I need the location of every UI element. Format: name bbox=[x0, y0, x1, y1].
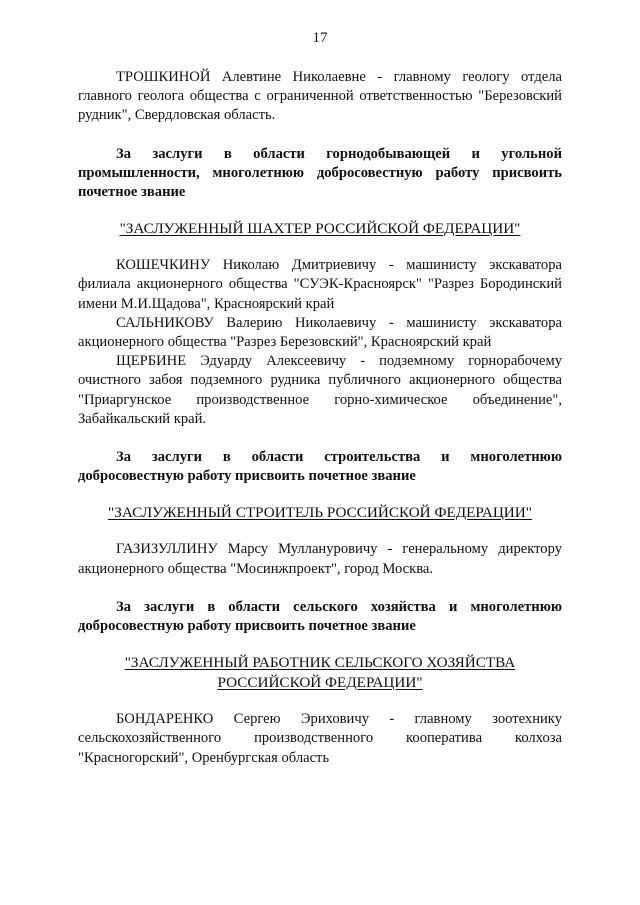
document-body bbox=[78, 68, 562, 768]
honorary-title-builder: "ЗАСЛУЖЕННЫЙ СТРОИТЕЛЬ РОССИЙСКОЙ ФЕДЕРАЦИИ" bbox=[108, 504, 532, 522]
award-paragraph: БОНДАРЕНКО Сергею Эриховичу - главному зоотехнику сельскохозяйственного производственного кооператива колхоза "Красногорский", Оренбургская область bbox=[78, 711, 562, 766]
section-heading-agriculture: За заслуги в области сельского хозяйства и многолетнюю добросовестную работу присвоить почетное звание bbox=[78, 598, 562, 635]
award-paragraph: ЩЕРБИНЕ Эдуарду Алексеевичу - подземному горнорабочему очистного забоя подземного рудника публичного акционерного общества "Приаргунское производственное горно-химическое объединение", Забайкальский край. bbox=[78, 353, 562, 427]
award-paragraph: САЛЬНИКОВУ Валерию Николаевичу - машинисту экскаватора акционерного общества "Разрез Березовский", Красноярский край bbox=[78, 314, 562, 351]
award-paragraph: ТРОШКИНОЙ Алевтине Николаевне - главному геологу отдела главного геолога общества с ограниченной ответственностью "Березовский рудник", Свердловская область. bbox=[78, 69, 562, 124]
section-heading-mining: За заслуги в области горнодобывающей и угольной промышленности, многолетнюю добросовестную работу присвоить почетное звание bbox=[78, 145, 562, 201]
honorary-title-line: "ЗАСЛУЖЕННЫЙ РАБОТНИК СЕЛЬСКОГО ХОЗЯЙСТВА bbox=[124, 654, 516, 672]
award-paragraph: КОШЕЧКИНУ Николаю Дмитриевичу - машинисту экскаватора филиала акционерного общества "СУЭК-Красноярск" "Разрез Бородинский имени М.И.Щадова", Красноярский край bbox=[78, 257, 562, 312]
section-heading-construction: За заслуги в области строительства и многолетнюю добросовестную работу присвоить почетное звание bbox=[78, 449, 562, 485]
page-number: 17 bbox=[312, 30, 328, 46]
honorary-title-miner: "ЗАСЛУЖЕННЫЙ ШАХТЕР РОССИЙСКОЙ ФЕДЕРАЦИИ" bbox=[119, 220, 521, 238]
award-paragraph: ГАЗИЗУЛЛИНУ Марсу Муллануровичу - генеральному директору акционерного общества "Мосинжпроект", город Москва. bbox=[78, 541, 562, 577]
honorary-title-agriculture bbox=[78, 653, 562, 693]
honorary-title-line: РОССИЙСКОЙ ФЕДЕРАЦИИ" bbox=[217, 674, 423, 692]
